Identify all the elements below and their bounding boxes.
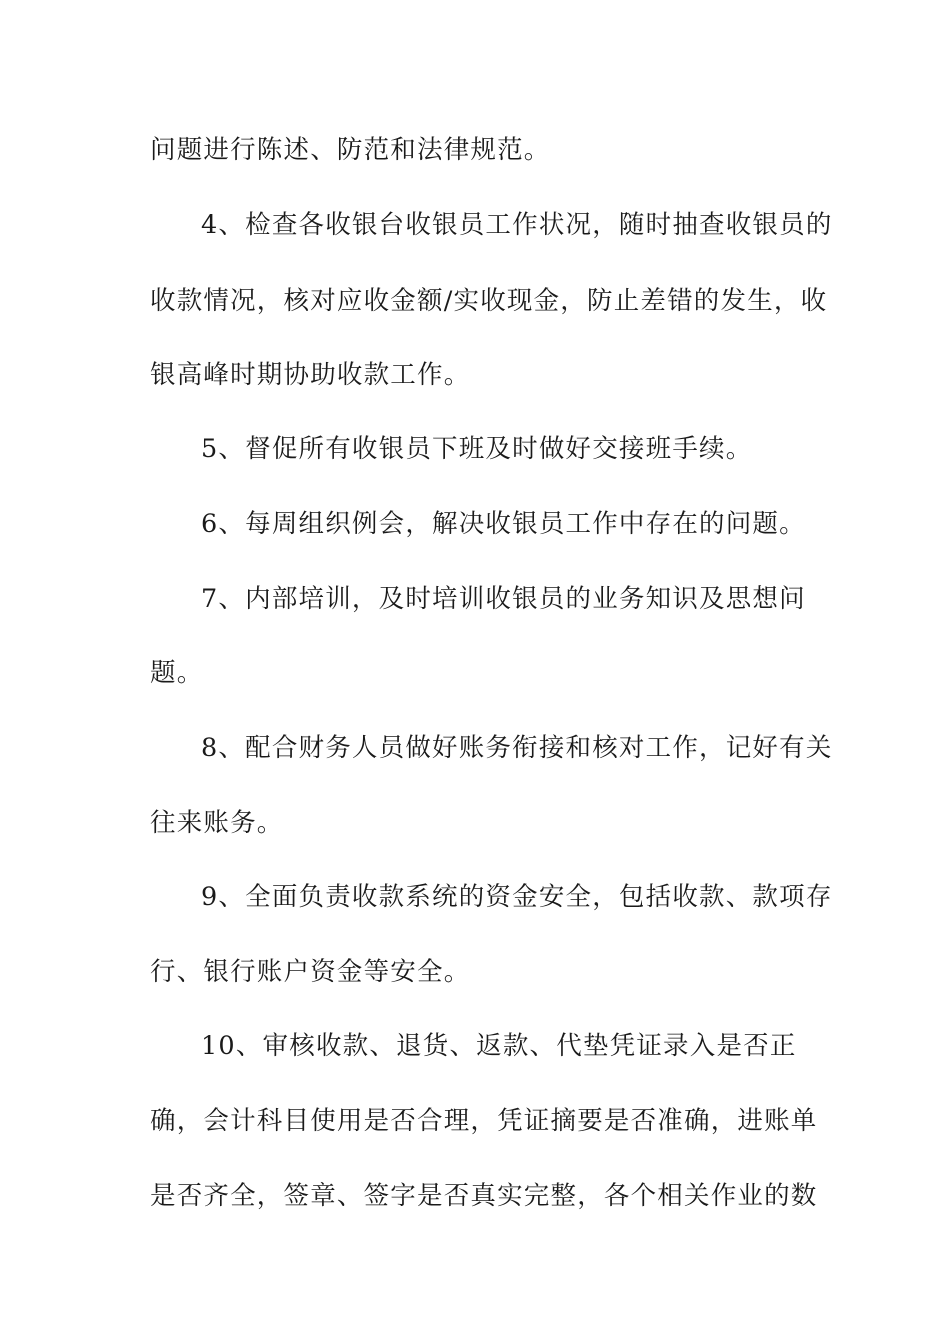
text-line: 10、审核收款、退货、返款、代垫凭证录入是否正 [201, 1031, 797, 1061]
text-line: 是否齐全，签章、签字是否真实完整，各个相关作业的数 [150, 1181, 818, 1211]
text-line: 7、内部培训，及时培训收银员的业务知识及思想问 [201, 584, 806, 614]
text-line: 确，会计科目使用是否合理，凭证摘要是否准确，进账单 [150, 1106, 818, 1136]
text-line: 收款情况，核对应收金额/实收现金，防止差错的发生，收 [150, 286, 828, 316]
text-line: 行、银行账户资金等安全。 [150, 957, 471, 987]
text-line: 8、配合财务人员做好账务衔接和核对工作，记好有关 [201, 733, 833, 763]
text-line: 往来账务。 [150, 808, 284, 838]
text-line: 银高峰时期协助收款工作。 [150, 360, 471, 390]
text-line: 问题进行陈述、防范和法律规范。 [150, 135, 551, 165]
text-line: 题。 [150, 658, 204, 688]
text-line: 4、检查各收银台收银员工作状况，随时抽查收银员的 [201, 210, 833, 240]
text-line: 9、全面负责收款系统的资金安全，包括收款、款项存 [201, 882, 833, 912]
text-line: 6、每周组织例会，解决收银员工作中存在的问题。 [201, 509, 806, 539]
text-line: 5、督促所有收银员下班及时做好交接班手续。 [201, 434, 753, 464]
